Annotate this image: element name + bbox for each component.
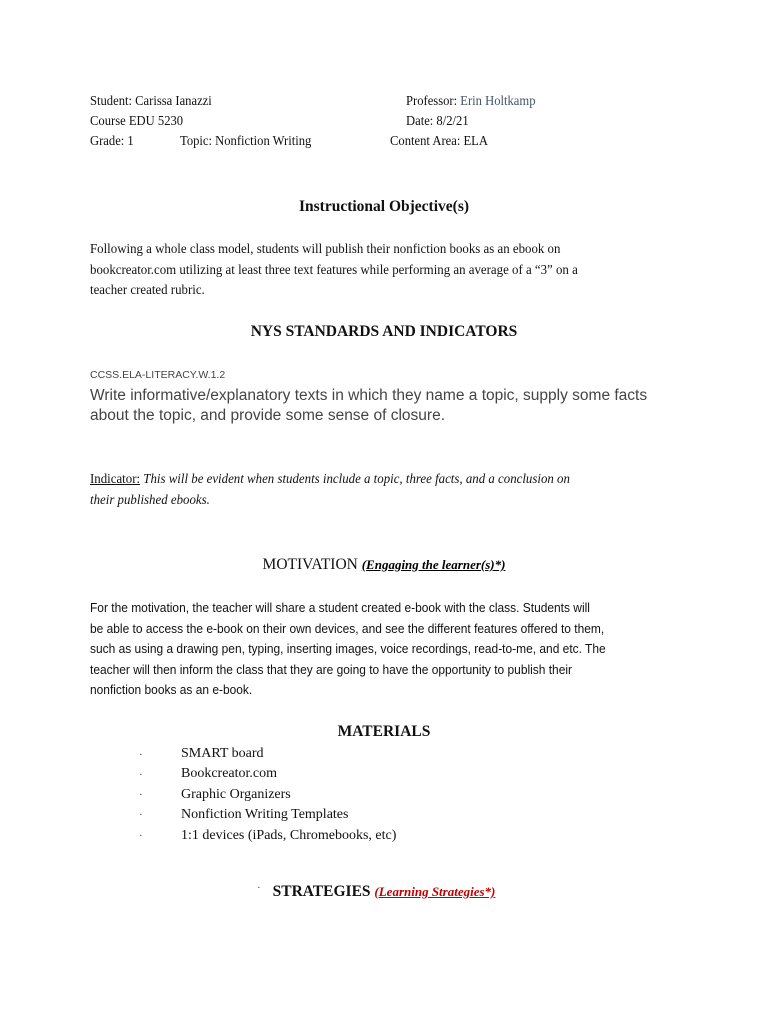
objectives-line: teacher created rubric. bbox=[90, 283, 205, 298]
list-item: 1:1 devices (iPads, Chromebooks, etc) bbox=[181, 828, 397, 843]
bullet-icon: · bbox=[257, 882, 261, 894]
standard-line: about the topic, and provide some sense of closure. bbox=[90, 407, 445, 424]
motivation-header bbox=[0, 556, 768, 574]
student-name: Student: Carissa Ianazzi bbox=[90, 94, 212, 109]
professor bbox=[406, 94, 550, 110]
content-area: Content Area: ELA bbox=[390, 134, 488, 149]
list-item: Graphic Organizers bbox=[181, 787, 291, 802]
standard-line: Write informative/explanatory texts in which they name a topic, supply some facts bbox=[90, 387, 648, 404]
bullet-icon: · bbox=[139, 749, 143, 761]
standards-heading: NYS STANDARDS AND INDICATORS bbox=[250, 323, 518, 340]
list-item: SMART board bbox=[181, 746, 264, 761]
bullet-icon: · bbox=[139, 789, 143, 801]
motivation-heading: MOTIVATION bbox=[262, 556, 362, 573]
strategies-heading: STRATEGIES bbox=[272, 883, 375, 900]
standard-code: CCSS.ELA-LITERACY.W.1.2 bbox=[90, 369, 226, 381]
topic: Topic: Nonfiction Writing bbox=[180, 134, 312, 149]
strategies-header bbox=[0, 883, 768, 901]
indicator-text: This will be evident when students include a topic, three facts, and a conclusion on bbox=[140, 472, 570, 487]
objectives-line: bookcreator.com utilizing at least three text features while performing an average of a “3” on a bbox=[90, 262, 578, 278]
motivation-line: nonfiction books as an e-book. bbox=[90, 682, 253, 697]
objectives-paragraph bbox=[90, 240, 690, 302]
course: Course EDU 5230 bbox=[90, 114, 184, 129]
indicator-label: Indicator: bbox=[90, 472, 141, 487]
professor-label: Professor: bbox=[406, 94, 461, 109]
professor-name: Erin Holtkamp bbox=[460, 94, 536, 109]
objectives-heading: Instructional Objective(s) bbox=[298, 198, 470, 215]
motivation-line: For the motivation, the teacher will share a student created e-book with the class. Students will bbox=[90, 600, 590, 615]
grade: Grade: 1 bbox=[90, 134, 134, 149]
bullet-icon: · bbox=[139, 809, 143, 821]
bullet-icon: · bbox=[139, 769, 143, 781]
date: Date: 8/2/21 bbox=[406, 114, 469, 129]
motivation-paragraph bbox=[90, 598, 690, 701]
motivation-line: such as using a drawing pen, typing, inserting images, voice recordings, read-to-me, and etc. The bbox=[90, 641, 606, 656]
strategies-subheading: (Learning Strategies*) bbox=[374, 884, 496, 899]
motivation-subheading: (Engaging the learner(s)*) bbox=[361, 557, 506, 572]
motivation-line: teacher will then inform the class that they are going to have the opportunity to publish their bbox=[90, 661, 573, 677]
materials-heading: MATERIALS bbox=[337, 723, 431, 740]
motivation-line: be able to access the e-book on their own devices, and see the different features offered to them, bbox=[90, 620, 605, 636]
bullet-icon: · bbox=[139, 830, 143, 842]
list-item: Nonfiction Writing Templates bbox=[181, 807, 349, 822]
indicator-text-continued: their published ebooks. bbox=[90, 493, 210, 508]
objectives-line: Following a whole class model, students will publish their nonfiction books as an ebook on bbox=[90, 242, 561, 257]
indicator bbox=[90, 472, 612, 488]
list-item: Bookcreator.com bbox=[181, 766, 278, 781]
